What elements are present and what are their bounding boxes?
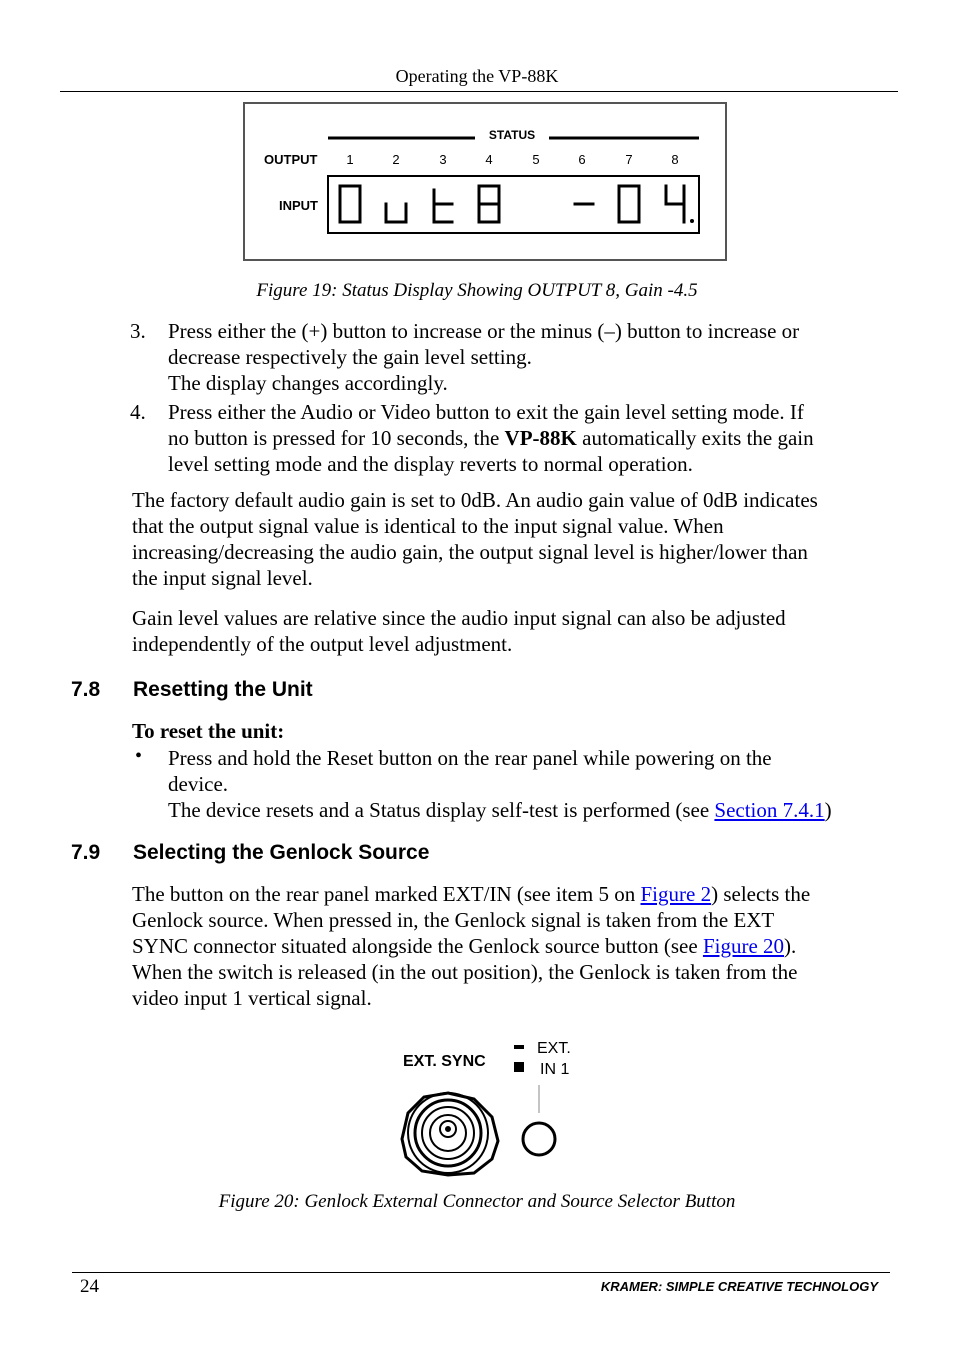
status-display-graphic bbox=[243, 102, 727, 261]
channel-number-8: 8 bbox=[671, 152, 679, 167]
paragraph-default-gain: The factory default audio gain is set to 0dB. An audio gain value of 0dB indicates that the output signal value is identical to the input signal value. When increasing/decreasing the audio gain, the output signal level is higher/lower than the input signal level. bbox=[132, 488, 818, 590]
channel-number-1: 1 bbox=[346, 152, 354, 167]
figure-19-caption: Figure 19: Status Display Showing OUTPUT 8, Gain -4.5 bbox=[256, 280, 698, 301]
reset-instruction: Press and hold the Reset button on the rear panel while powering on the device. The device resets and a Status display self-test is performed (see Section 7.4.1) bbox=[168, 746, 832, 822]
genlock-graphic bbox=[400, 1033, 580, 1178]
figure-20-caption: Figure 20: Genlock External Connector and Source Selector Button bbox=[218, 1191, 736, 1212]
in1-label: IN 1 bbox=[540, 1061, 570, 1078]
figure-20-link[interactable]: Figure 20 bbox=[702, 934, 785, 958]
running-header: Operating the VP-88K bbox=[395, 66, 559, 86]
ext-in-selector-button[interactable] bbox=[523, 1123, 555, 1155]
input-label: INPUT bbox=[279, 198, 318, 213]
footer-rule bbox=[72, 1272, 890, 1273]
page-number: 24 bbox=[80, 1276, 99, 1297]
genlock-connector-figure bbox=[400, 1033, 580, 1178]
step-3: 3. Press either the (+) button to increase or the minus (–) button to increase or decrease respectively the gain level setting. The display changes accordingly. bbox=[130, 319, 800, 395]
output-label: OUTPUT bbox=[264, 152, 318, 167]
channel-number-5: 5 bbox=[532, 152, 540, 167]
reset-subheading: To reset the unit: bbox=[132, 719, 285, 743]
bullet-dot: • bbox=[135, 745, 143, 767]
ext-sync-label: EXT. SYNC bbox=[403, 1053, 486, 1070]
footer-tagline: KRAMER: SIMPLE CREATIVE TECHNOLOGY bbox=[600, 1279, 878, 1294]
step-list bbox=[132, 318, 892, 477]
paragraph-gain-relative: Gain level values are relative since the audio input signal can also be adjusted independently of the output level adjustment. bbox=[132, 606, 786, 656]
figure-2-link[interactable]: Figure 2 bbox=[640, 882, 712, 906]
section-7-4-1-link[interactable]: Section 7.4.1 bbox=[714, 798, 825, 822]
header-rule bbox=[60, 91, 898, 92]
status-label: STATUS bbox=[488, 128, 536, 142]
channel-number-4: 4 bbox=[485, 152, 493, 167]
channel-number-2: 2 bbox=[392, 152, 400, 167]
bnc-connector-icon bbox=[402, 1093, 498, 1175]
paragraph-genlock: The button on the rear panel marked EXT/IN (see item 5 on Figure 2) selects the Genlock source. When pressed in, the Genlock signal is taken from the EXT SYNC connector situated alongside the Genlock source button (see Figure 20). When the switch is released (in the out position), the Genlock is taken from the video input 1 vertical signal. bbox=[132, 882, 811, 1010]
status-display-figure bbox=[243, 102, 727, 261]
channel-number-3: 3 bbox=[439, 152, 447, 167]
channel-number-6: 6 bbox=[578, 152, 586, 167]
ext-label: EXT. bbox=[537, 1040, 571, 1057]
channel-number-7: 7 bbox=[625, 152, 633, 167]
step-4: 4. Press either the Audio or Video button to exit the gain level setting mode. If no button is pressed for 10 seconds, the VP-88K automatically exits the gain level setting mode and the display reverts to normal operation. bbox=[130, 400, 814, 476]
